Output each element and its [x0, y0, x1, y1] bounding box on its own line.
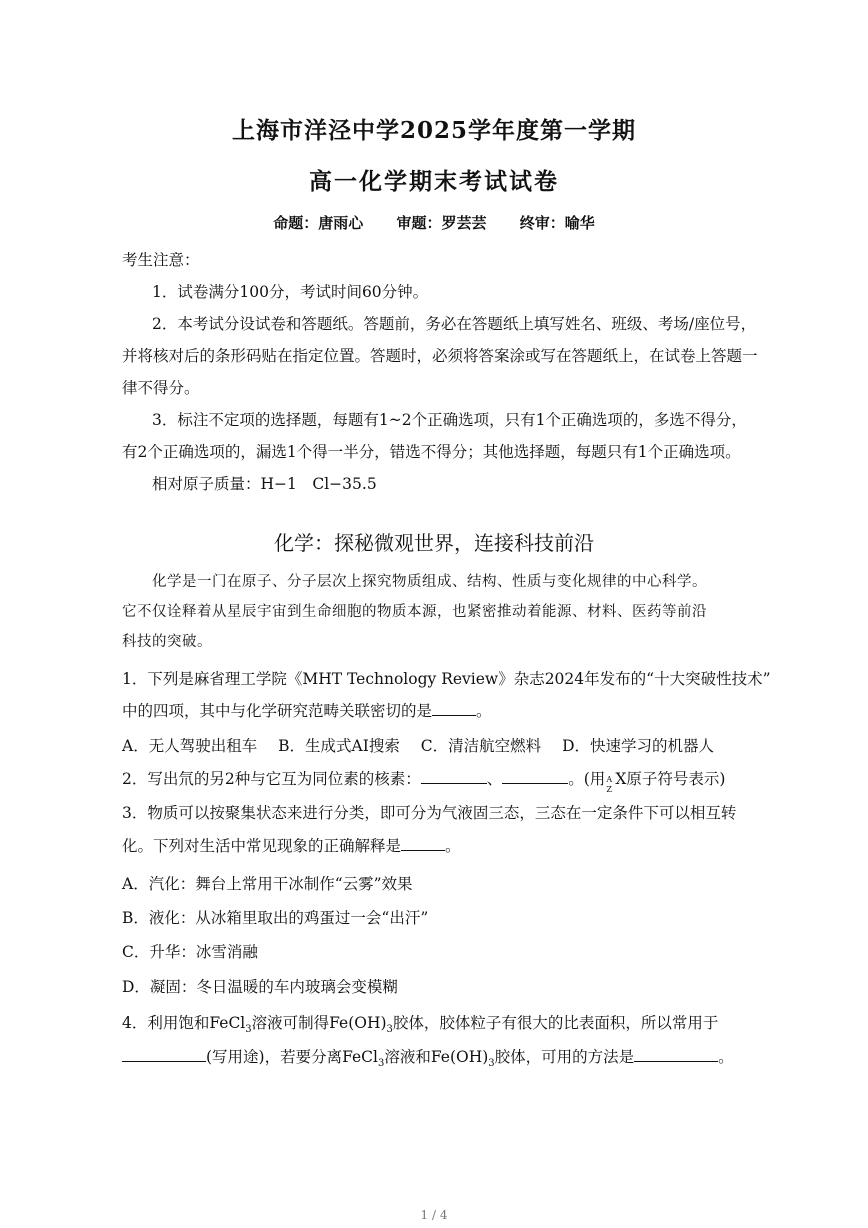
question-3-line-2 — [122, 836, 461, 856]
intro-line-2: 它不仅诠释着从星辰宇宙到生命细胞的物质本源，也紧密推动着能源、材料、医药等前沿 — [122, 604, 707, 620]
author: 命题：唐雨心 — [273, 214, 364, 232]
question-3-option-a[interactable]: A．汽化：舞台上常用干冰制作“云雾”效果 — [122, 875, 413, 893]
notice-item-3-line-2: 有2个正确选项的，漏选1个得一半分，错选不得分；其他选择题，每题只有1个正确选项。 — [122, 443, 741, 461]
question-3-end: 。 — [445, 837, 461, 855]
notice-item-3-line-1: 3．标注不定项的选择题，每题有1~2个正确选项，只有1个正确选项的，多选不得分， — [152, 411, 747, 429]
author-line — [0, 212, 868, 233]
question-4-text: 4．利用饱和FeCl — [122, 1014, 246, 1032]
question-4-end: 。 — [718, 1048, 734, 1066]
question-4-text: (写用途)，若要分离FeCl — [206, 1048, 378, 1066]
notice-item-2-line-3: 律不得分。 — [122, 379, 200, 397]
question-2-hint-post: X原子符号表示) — [615, 770, 726, 788]
question-2-sep: 、 — [486, 770, 503, 788]
question-1-options — [122, 736, 730, 756]
section-title: 化学：探秘微观世界，连接科技前沿 — [274, 531, 594, 555]
question-2-text: 2．写出氘的另2种与它互为同位素的核素： — [122, 770, 421, 788]
question-4-text: 胶体，胶体粒子有很大的比表面积，所以常用于 — [392, 1014, 719, 1032]
notice-item-1: 1．试卷满分100分，考试时间60分钟。 — [152, 283, 429, 301]
question-3-option-c[interactable]: C．升华：冰雪消融 — [122, 943, 258, 961]
question-3-option-d[interactable]: D．凝固：冬日温暖的车内玻璃会变模糊 — [122, 978, 398, 996]
notice-item-2-line-1: 2．本考试分设试卷和答题纸。答题前，务必在答题纸上填写姓名、班级、考场/座位号， — [152, 315, 757, 333]
answer-blank[interactable] — [421, 769, 487, 784]
question-3-option-b[interactable]: B．液化：从冰箱里取出的鸡蛋过一会“出汗” — [122, 909, 429, 927]
option-d[interactable]: D．快速学习的机器人 — [562, 737, 715, 755]
question-2 — [122, 769, 726, 794]
intro-line-1: 化学是一门在原子、分子层次上探究物质组成、结构、性质与变化规律的中心科学。 — [152, 574, 707, 590]
question-4-line-2 — [122, 1047, 734, 1074]
answer-blank[interactable] — [502, 769, 568, 784]
answer-blank[interactable] — [634, 1047, 718, 1062]
intro-line-3: 科技的突破。 — [122, 634, 212, 650]
notice-heading: 考生注意： — [122, 251, 200, 269]
subscript: 3 — [488, 1058, 495, 1070]
atomic-mass: 相对原子质量：H−1 Cl−35.5 — [152, 475, 377, 493]
answer-blank[interactable] — [432, 701, 476, 716]
question-4-line-1 — [122, 1013, 718, 1040]
subscript: 3 — [378, 1058, 385, 1070]
subscript: 3 — [386, 1024, 393, 1036]
page-number: 1 / 4 — [420, 1208, 448, 1222]
option-b[interactable]: B．生成式AI搜索 — [278, 737, 400, 755]
subscript: 3 — [245, 1024, 252, 1036]
exam-title-line2: 高一化学期末考试试卷 — [309, 168, 559, 195]
question-1-line-1: 1．下列是麻省理工学院《MHT Technology Review》杂志2024年发布的“十大突破性技术” — [122, 670, 771, 688]
question-4-text: 溶液可制得Fe(OH) — [251, 1014, 387, 1032]
question-4-text: 溶液和Fe(OH) — [384, 1048, 489, 1066]
option-a[interactable]: A．无人驾驶出租车 — [122, 737, 258, 755]
option-c[interactable]: C．清洁航空燃料 — [420, 737, 542, 755]
question-1-text: 中的四项，其中与化学研究范畴关联密切的是 — [122, 702, 433, 720]
answer-blank[interactable] — [401, 836, 445, 851]
question-4-text: 胶体，可用的方法是 — [494, 1048, 635, 1066]
notice-item-2-line-2: 并将核对后的条形码贴在指定位置。答题时，必须将答案涂或写在答题纸上，在试卷上答题一 — [122, 347, 758, 365]
answer-blank[interactable] — [122, 1047, 206, 1062]
question-2-hint-pre: 。(用 — [568, 770, 606, 788]
question-3-line-1: 3．物质可以按聚集状态来进行分类，即可分为气液固三态，三态在一定条件下可以相互转 — [122, 804, 737, 822]
question-1-line-2 — [122, 701, 492, 721]
reviewer: 审题：罗芸芸 — [396, 214, 487, 232]
nuclide-notation: A Z — [606, 775, 613, 794]
exam-title-line1: 上海市洋泾中学2025学年度第一学期 — [231, 117, 636, 144]
question-1-end: 。 — [476, 702, 492, 720]
final-reviewer: 终审：喻华 — [519, 214, 595, 232]
question-3-text: 化。下列对生活中常见现象的正确解释是 — [122, 837, 402, 855]
